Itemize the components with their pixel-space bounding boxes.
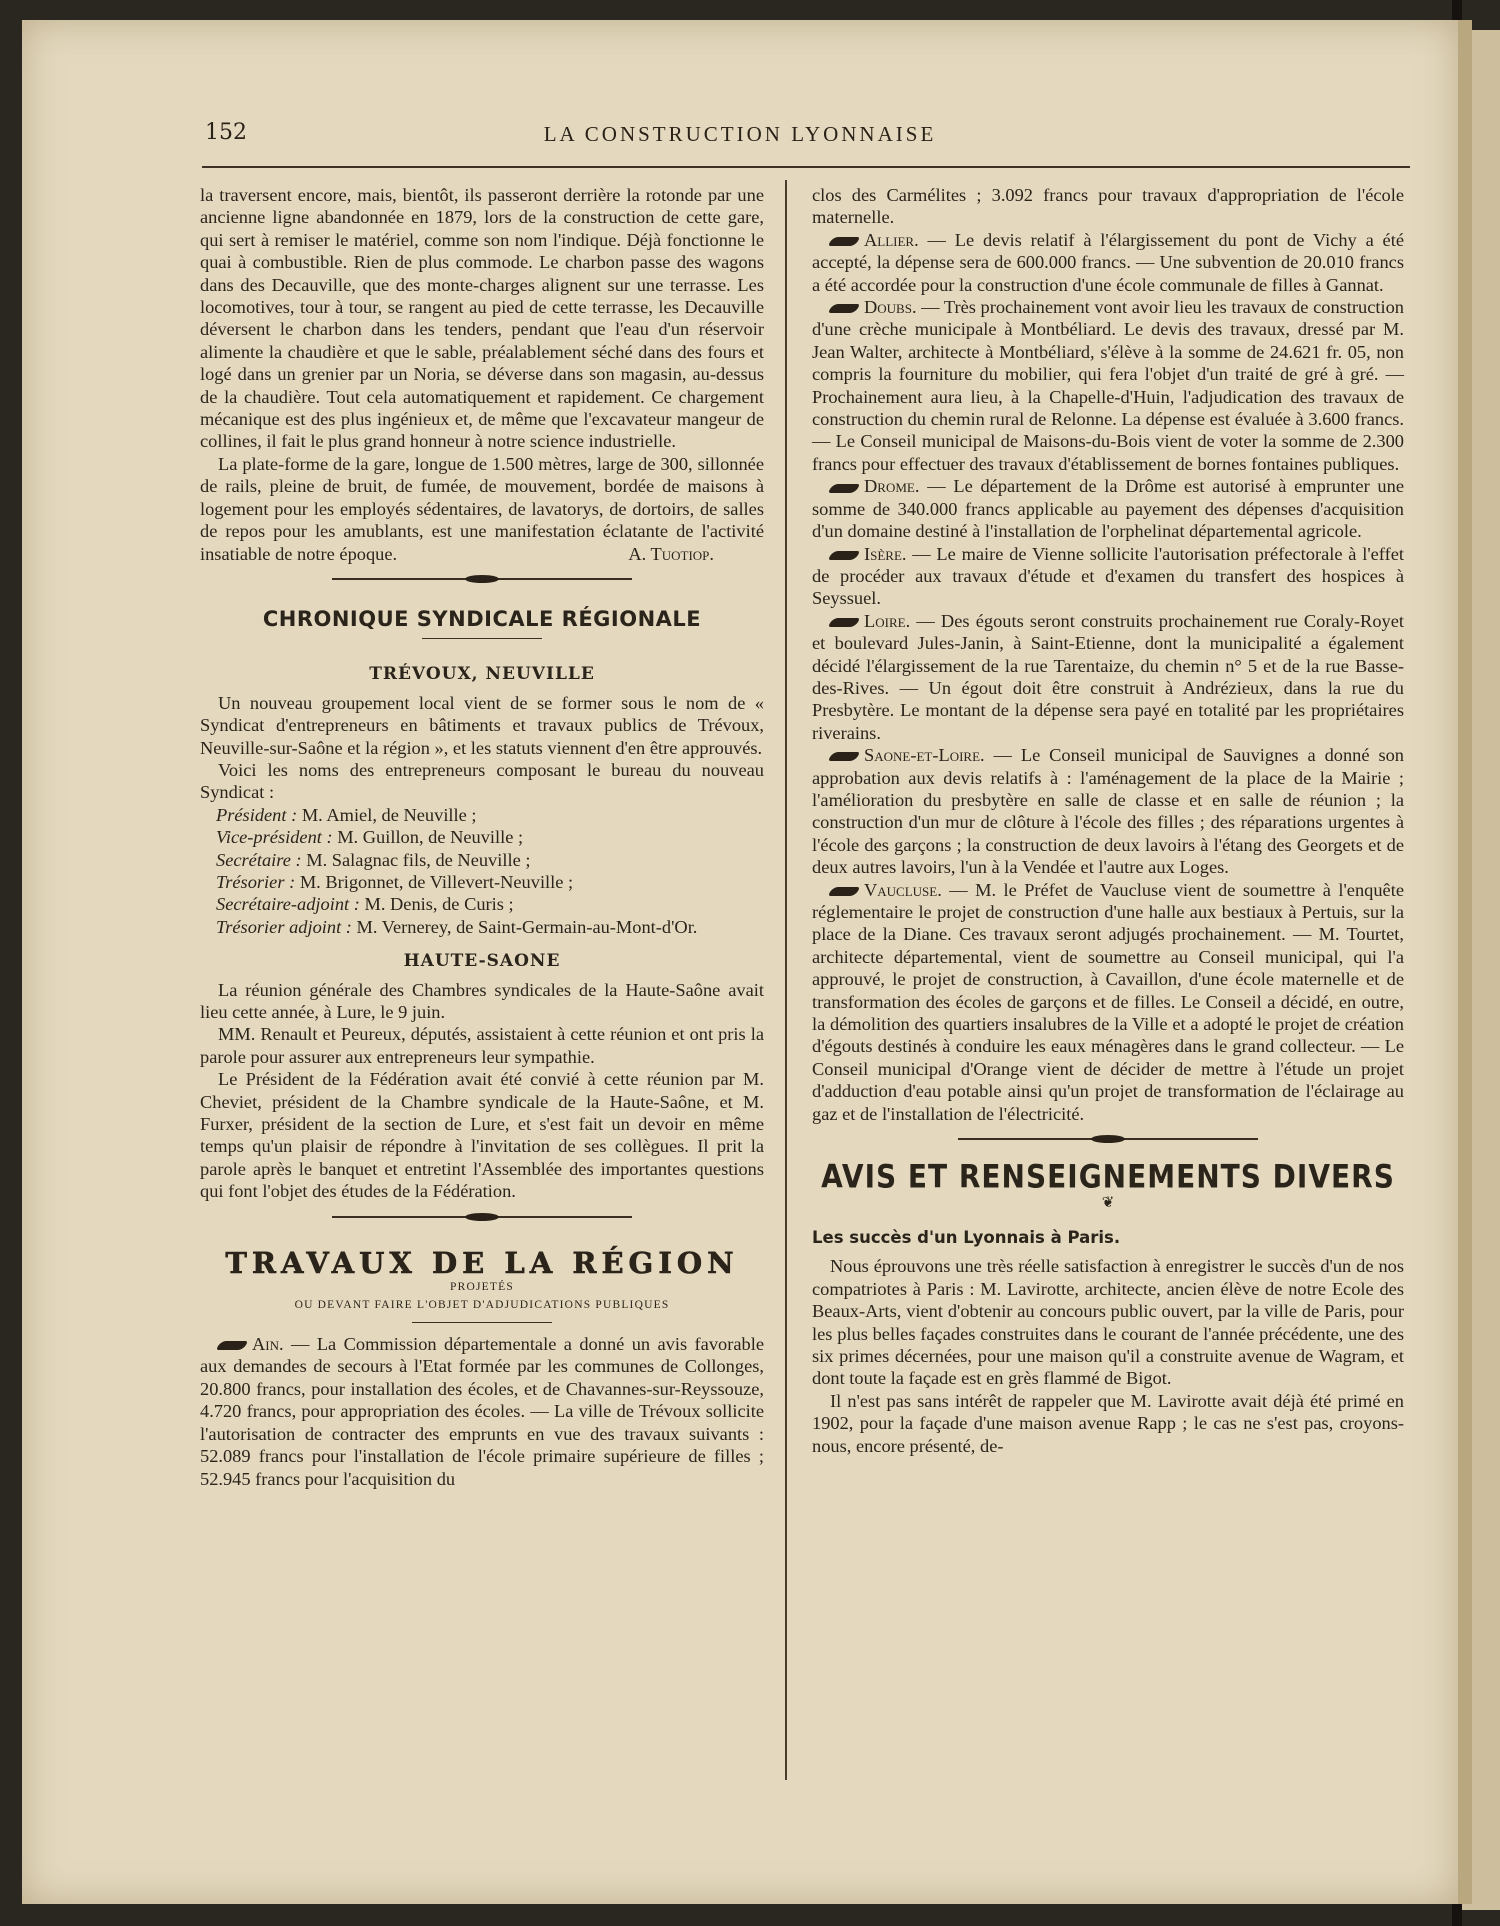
pointing-hand-icon — [828, 752, 859, 761]
subsection-title: HAUTE-SAONE — [403, 951, 561, 972]
paragraph: la traversent encore, mais, bientôt, ils passeront derrière la rotonde par une ancienne ligne abandonnée en 1879, lors de la construction de cette gare, qui sert à remiser le matériel, comme son nom l'indique. Déjà fonctionne le quai à combustible. Rien de plus commode. Le charbon passe des wagons dans des Decauville, que des monte-charges alignent sur une terrasse. Les locomotives, tour à tour, se rangent au pied de cette terrasse, les Decauville déversent le charbon dans les tenders, pendant que l'eau d'un réservoir alimente la chaudière et que le sable, préalablement séché dans des fours et logé dans un grenier par un Noria, se déverse dans son magasin, au-dessus de la chaudière. Tout cela automatiquement et rapidement. Ce chargement mécanique est des plus ingénieux et, de même que l'excavateur mangeur de collines, il fait le plus grand honneur à notre science industrielle. — [200, 185, 764, 452]
article-heading: Les succès d'un Lyonnais à Paris. — [812, 1227, 1121, 1247]
roster-entry: Secrétaire : M. Salagnac fils, de Neuville ; — [216, 849, 531, 870]
fleuron-icon: ❦ — [1101, 1195, 1115, 1212]
department-entry: Drome. — Le département de la Drôme est autorisé à emprunter une somme de 340.000 francs applicable au payement des dépenses d'acquisition d'un domaine destiné à l'installation de l'orphelinat départemental agricole. — [812, 476, 1404, 542]
scanned-page — [22, 20, 1472, 1904]
paragraph: Il n'est pas sans intérêt de rappeler que M. Lavirotte avait déjà été primé en 1902, pour la façade d'une maison avenue Rapp ; le cas ne s'est pas, croyons-nous, encore présenté, de- — [812, 1390, 1404, 1456]
author-signature: A. Tuotiop. — [628, 543, 714, 564]
roster-entry: Secrétaire-adjoint : M. Denis, de Curis ; — [216, 894, 514, 915]
right-column — [812, 184, 1404, 1457]
department-entry: Vaucluse. — M. le Préfet de Vaucluse vient de soumettre à l'enquête réglementaire le projet de construction d'une halle aux bestiaux à Pertuis, sur la place de la Diane. Ces travaux seront adjugés prochainement. — M. Tourtet, architecte départemental, vient de soumettre au Conseil municipal, qui l'a approuvé, le projet de construction, à Cavaillon, d'une école maternelle et de transformation des écoles de garçons et de filles. Le Conseil a décidé, en outre, la démolition des quartiers insalubres de la Ville et a adopté le projet de création d'égouts destinés à conduire les eaux ménagères dans le grand collecteur. — Le Conseil municipal d'Orange vient de décider de mettre à l'étude un projet d'adduction d'eau potable ainsi qu'un projet de transformation de l'éclairage au gaz et de l'installation de l'électricité. — [812, 879, 1404, 1124]
department-entry: Allier. — Le devis relatif à l'élargissement du pont de Vichy a été accepté, la dépense sera de 600.000 francs. — Une subvention de 20.010 francs a été accordée pour la construction d'une école communale de filles à Gannat. — [812, 229, 1404, 295]
pointing-hand-icon — [828, 618, 859, 627]
page-header — [22, 120, 1458, 160]
section-title: AVIS ET RENSEIGNEMENTS DIVERS — [821, 1157, 1395, 1196]
paragraph: clos des Carmélites ; 3.092 francs pour travaux d'appropriation de l'école maternelle. — [812, 185, 1404, 228]
paragraph: La réunion générale des Chambres syndicales de la Haute-Saône avait lieu cette année, à Lure, le 9 juin. — [200, 979, 764, 1022]
running-title: LA CONSTRUCTION LYONNAISE — [543, 122, 937, 146]
section-subtitle: PROJETÉS — [450, 1281, 514, 1294]
pointing-hand-icon — [828, 304, 859, 313]
department-entry: Doubs. — Très prochainement vont avoir lieu les travaux de construction d'une crèche municipale à Montbéliard. Le devis des travaux, dressé par M. Jean Walter, architecte à Montbéliard, s'élève à la somme de 24.621 fr. 05, non compris la fourniture du mobilier, qui fera l'objet d'un traité de gré à gré. — Prochainement aura lieu, à la Chapelle-d'Huin, l'adjudication des travaux de construction du chemin rural de Relonne. La dépense est évaluée à 3.600 francs. — Le Conseil municipal de Maisons-du-Bois vient de voter la somme de 2.300 francs pour effectuer des travaux d'établissement de bornes fontaines publiques. — [812, 297, 1404, 474]
header-rule — [202, 166, 1410, 168]
section-divider-ornament — [958, 1138, 1258, 1140]
department-entry: Isère. — Le maire de Vienne sollicite l'autorisation préfectorale à l'effet de procéder aux travaux d'étude et d'examen du transfert des hospices à Seyssuel. — [812, 543, 1404, 609]
paragraph: Le Président de la Fédération avait été convié à cette réunion par M. Cheviet, président de la Chambre syndicale de la Haute-Saône, et M. Furxer, président de la section de Lure, et s'est fait un devoir en même temps qu'un plaisir de répondre à l'invitation de ses collègues. Il prit la parole après le banquet et entretint l'Assemblée des importantes questions qui font l'objet des études de la Fédération. — [200, 1069, 764, 1202]
column-divider — [785, 180, 787, 1780]
left-column — [200, 184, 764, 1490]
pointing-hand-icon — [828, 887, 859, 896]
title-rule — [422, 638, 542, 639]
pointing-hand-icon — [216, 1341, 247, 1350]
roster-entry: Vice-président : M. Guillon, de Neuville ; — [216, 827, 524, 848]
section-title: TRAVAUX DE LA RÉGION — [225, 1245, 739, 1280]
pointing-hand-icon — [828, 551, 859, 560]
title-rule — [412, 1322, 552, 1323]
roster-entry: Trésorier adjoint : M. Vernerey, de Saint-Germain-au-Mont-d'Or. — [216, 916, 698, 937]
page-number: 152 — [205, 120, 247, 145]
paragraph: Un nouveau groupement local vient de se former sous le nom de « Syndicat d'entrepreneurs en bâtiments et travaux publics de Trévoux, Neuville-sur-Saône et la région », et les statuts viennent d'en être approuvés. — [200, 692, 764, 758]
paragraph: La plate-forme de la gare, longue de 1.500 mètres, large de 300, sillonnée de rails, pleine de bruit, de fumée, de mouvement, bordée de maisons à logement pour les employés sédentaires, de lavatorys, de dortoirs, de salles de repos pour les amublants, est une manifestation éclatante de l'activité insatiable de notre époque. A. Tuotiop. — [200, 453, 764, 564]
department-entry: Saone-et-Loire. — Le Conseil municipal de Sauvignes a donné son approbation aux devis relatifs à : l'aménagement de la place de la Mairie ; l'amélioration du presbytère en salle de classe et en salle de réunion ; la construction d'un mur de clôture à l'école des filles ; des réparations urgentes à l'école des garçons ; la construction de deux lavoirs à l'étang des Georgets et de deux autres lavoirs, l'un à la Vendée et l'autre aux Loges. — [812, 745, 1404, 878]
section-divider-ornament — [332, 1216, 632, 1218]
section-divider-ornament — [332, 578, 632, 580]
section-subtitle: OU DEVANT FAIRE L'OBJET D'ADJUDICATIONS PUBLIQUES — [294, 1299, 670, 1312]
roster-entry: Président : M. Amiel, de Neuville ; — [216, 804, 477, 825]
section-title: CHRONIQUE SYNDICALE RÉGIONALE — [262, 606, 702, 631]
roster-entry: Trésorier : M. Brigonnet, de Villevert-Neuville ; — [216, 871, 574, 892]
paragraph: Nous éprouvons une très réelle satisfaction à enregistrer le succès d'un de nos compatriotes à Paris : M. Lavirotte, architecte, ancien élève de notre Ecole des Beaux-Arts, vient d'obtenir au concours public ouvert, par la ville de Paris, pour les plus belles façades construites dans le courant de l'année précédente, une des six primes décernées, pour une maison qu'il a construite avenue de Wagram, et dont toute la façade est en grès flammé de Bigot. — [812, 1256, 1404, 1389]
subsection-title: TRÉVOUX, NEUVILLE — [369, 664, 595, 685]
board-roster — [200, 804, 764, 938]
department-entry: Loire. — Des égouts seront construits prochainement rue Coraly-Royet et boulevard Jules-Janin, à Saint-Etienne, dont la municipalité a également décidé l'élargissement de la rue Tarentaize, du chemin n° 5 et de la rue Basse-des-Rives. — Un égout doit être construit à Andrézieux, dans la rue du Presbytère. Le montant de la dépense sera payé en totalité par les propriétaires riverains. — [812, 610, 1404, 743]
pointing-hand-icon — [828, 237, 859, 246]
pointing-hand-icon — [828, 484, 859, 493]
department-entry: Ain. — La Commission départementale a donné un avis favorable aux demandes de secours à l'Etat formée par les communes de Collonges, 20.800 francs, pour installation des écoles, et de Chavannes-sur-Reyssouze, 4.720 francs, pour appropriation des écoles. — La ville de Trévoux sollicite l'autorisation de contracter des emprunts en vue des travaux suivants : 52.089 francs pour l'installation de l'école primaire supérieure de filles ; 52.945 francs pour l'acquisition du — [200, 1334, 764, 1489]
paragraph: MM. Renault et Peureux, députés, assistaient à cette réunion et ont pris la parole pour assurer aux entrepreneurs leur sympathie. — [200, 1024, 764, 1067]
paragraph: Voici les noms des entrepreneurs composant le bureau du nouveau Syndicat : — [200, 759, 764, 803]
